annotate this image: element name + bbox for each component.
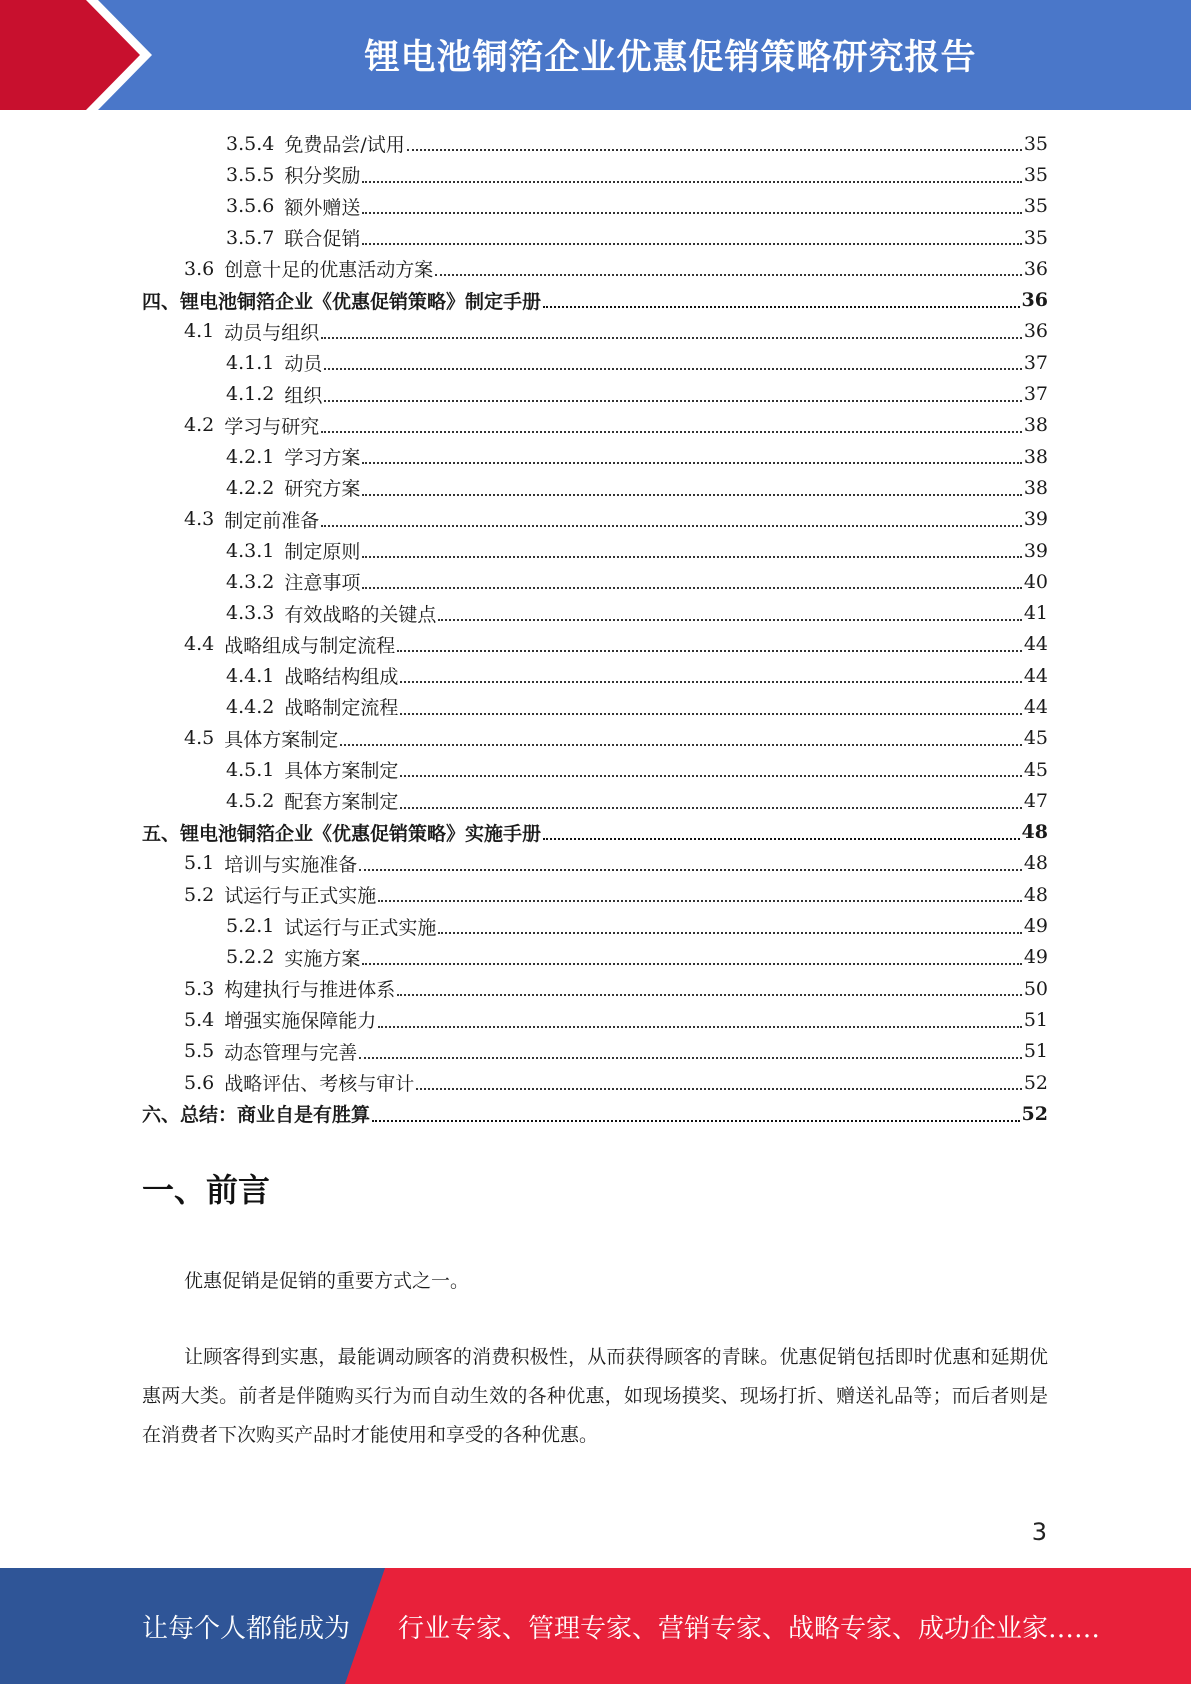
toc-dot-leader xyxy=(362,212,1021,214)
toc-dot-leader xyxy=(340,744,1022,746)
toc-dot-leader xyxy=(362,494,1021,496)
toc-entry[interactable] xyxy=(142,597,1048,628)
toc-entry-number: 5.2 xyxy=(184,883,215,906)
toc-entry-page: 38 xyxy=(1023,414,1048,437)
toc-entry-number: 4.3 xyxy=(184,508,215,531)
toc-entry-number: 5.2.2 xyxy=(226,946,275,969)
toc-dot-leader xyxy=(362,462,1021,464)
toc-dot-leader xyxy=(416,1088,1022,1090)
toc-dot-leader xyxy=(407,149,1022,151)
toc-entry-number: 4.4.1 xyxy=(226,664,275,687)
toc-entry-title: 配套方案制定 xyxy=(284,791,399,814)
toc-dot-leader xyxy=(359,869,1022,871)
toc-entry-title: 创意十足的优惠活动方案 xyxy=(224,259,434,282)
toc-entry[interactable] xyxy=(142,159,1048,190)
toc-entry-title: 动员 xyxy=(284,353,323,376)
toc-entry-title: 构建执行与推进体系 xyxy=(224,979,396,1002)
toc-entry[interactable] xyxy=(142,785,1048,816)
toc-entry-page: 44 xyxy=(1023,695,1048,718)
toc-entry-page: 49 xyxy=(1023,946,1048,969)
toc-entry-title: 动员与组织 xyxy=(224,321,320,344)
toc-entry-page: 44 xyxy=(1023,664,1048,687)
toc-dot-leader xyxy=(378,1026,1022,1028)
toc-entry[interactable] xyxy=(142,1067,1048,1098)
toc-entry[interactable] xyxy=(142,222,1048,253)
toc-entry-page: 49 xyxy=(1023,915,1048,938)
toc-entry-title: 具体方案制定 xyxy=(284,760,399,783)
toc-entry[interactable] xyxy=(142,472,1048,503)
page-number: 3 xyxy=(1031,1518,1047,1546)
toc-dot-leader xyxy=(400,713,1021,715)
toc-dot-leader xyxy=(378,900,1022,902)
toc-dot-leader xyxy=(400,775,1021,777)
toc-entry-page: 37 xyxy=(1023,351,1048,374)
toc-entry-page: 45 xyxy=(1023,758,1048,781)
toc-entry-number: 3.5.5 xyxy=(226,163,275,186)
toc-entry-number: 3.5.6 xyxy=(226,195,275,218)
toc-entry[interactable] xyxy=(142,973,1048,1004)
toc-entry-number: 4.3.3 xyxy=(226,602,275,625)
toc-dot-leader xyxy=(324,368,1021,370)
toc-dot-leader xyxy=(321,431,1022,433)
toc-entry-number: 5.6 xyxy=(184,1071,215,1094)
toc-entry-page: 37 xyxy=(1023,383,1048,406)
toc-entry-number: 4.2.2 xyxy=(226,476,275,499)
toc-entry-number: 5.4 xyxy=(184,1008,215,1031)
toc-dot-leader xyxy=(362,556,1021,558)
toc-entry-number: 5.3 xyxy=(184,977,215,1000)
toc-entry-page: 51 xyxy=(1023,1040,1048,1063)
toc-entry-title: 免费品尝/试用 xyxy=(284,134,405,157)
toc-entry-title: 四、锂电池铜箔企业《优惠促销策略》制定手册 xyxy=(142,290,542,313)
toc-entry[interactable] xyxy=(142,410,1048,441)
toc-entry[interactable] xyxy=(142,191,1048,222)
toc-entry[interactable] xyxy=(142,1098,1048,1129)
toc-entry-page: 38 xyxy=(1023,476,1048,499)
table-of-contents xyxy=(142,128,1048,1130)
body-paragraph: 让顾客得到实惠，最能调动顾客的消费积极性，从而获得顾客的青睐。优惠促销包括即时优惠和延期优惠两大类。前者是伴随购买行为而自动生效的各种优惠，如现场摸奖、现场打折、赠送礼品等；而后者则是在消费者下次购买产品时才能使用和享受的各种优惠。 xyxy=(142,1346,1048,1446)
toc-entry[interactable] xyxy=(142,817,1048,848)
toc-dot-leader xyxy=(400,681,1021,683)
toc-entry-title: 具体方案制定 xyxy=(224,728,339,751)
toc-entry-title: 增强实施保障能力 xyxy=(224,1010,377,1033)
header-title: 锂电池铜箔企业优惠促销策略研究报告 xyxy=(364,38,977,78)
toc-entry-page: 35 xyxy=(1023,226,1048,249)
header-chevron-decoration xyxy=(0,0,160,110)
toc-entry-title: 组织 xyxy=(284,384,323,407)
toc-entry[interactable] xyxy=(142,910,1048,941)
toc-entry[interactable] xyxy=(142,253,1048,284)
toc-entry-title: 培训与实施准备 xyxy=(224,853,358,876)
toc-entry[interactable] xyxy=(142,535,1048,566)
toc-entry[interactable] xyxy=(142,848,1048,879)
toc-entry[interactable] xyxy=(142,1036,1048,1067)
toc-dot-leader xyxy=(435,274,1022,276)
toc-entry-number: 5.1 xyxy=(184,852,215,875)
toc-dot-leader xyxy=(359,1057,1022,1059)
toc-entry-page: 48 xyxy=(1023,852,1048,875)
toc-entry-title: 战略评估、考核与审计 xyxy=(224,1073,415,1096)
toc-entry-page: 51 xyxy=(1023,1008,1048,1031)
toc-entry-page: 44 xyxy=(1023,633,1048,656)
toc-entry-title: 动态管理与完善 xyxy=(224,1041,358,1064)
toc-dot-leader xyxy=(321,525,1022,527)
toc-entry-page: 47 xyxy=(1023,789,1048,812)
toc-entry-number: 3.6 xyxy=(184,257,215,280)
toc-entry-number: 4.1 xyxy=(184,320,215,343)
footer-right-text: 行业专家、管理专家、营销专家、战略专家、成功企业家…… xyxy=(398,1613,1101,1644)
toc-entry-number: 4.3.1 xyxy=(226,539,275,562)
toc-entry-number: 4.2 xyxy=(184,414,215,437)
toc-entry-page: 36 xyxy=(1023,257,1048,280)
toc-entry-page: 36 xyxy=(1023,320,1048,343)
toc-entry-page: 40 xyxy=(1023,570,1048,593)
toc-entry-page: 52 xyxy=(1023,1071,1048,1094)
toc-dot-leader xyxy=(362,181,1021,183)
toc-entry-page: 36 xyxy=(1021,289,1048,312)
toc-entry-page: 38 xyxy=(1023,445,1048,468)
toc-entry-title: 战略制定流程 xyxy=(284,697,399,720)
toc-entry[interactable] xyxy=(142,566,1048,597)
toc-dot-leader xyxy=(324,400,1021,402)
toc-entry-number: 3.5.4 xyxy=(226,132,275,155)
toc-entry[interactable] xyxy=(142,660,1048,691)
toc-dot-leader xyxy=(362,587,1021,589)
toc-entry-title: 制定前准备 xyxy=(224,509,320,532)
toc-dot-leader xyxy=(362,963,1021,965)
toc-dot-leader xyxy=(400,807,1021,809)
toc-entry-page: 39 xyxy=(1023,508,1048,531)
toc-entry-number: 4.3.2 xyxy=(226,570,275,593)
toc-entry-title: 实施方案 xyxy=(284,947,361,970)
toc-entry-title: 试运行与正式实施 xyxy=(284,916,437,939)
toc-entry-number: 5.2.1 xyxy=(226,915,275,938)
toc-entry-page: 45 xyxy=(1023,727,1048,750)
toc-entry[interactable] xyxy=(142,378,1048,409)
toc-entry-title: 试运行与正式实施 xyxy=(224,885,377,908)
toc-entry-title: 制定原则 xyxy=(284,541,361,563)
toc-dot-leader xyxy=(372,1120,1020,1122)
toc-dot-leader xyxy=(362,243,1021,245)
toc-entry-title: 六、总结：商业自是有胜算 xyxy=(142,1104,371,1127)
toc-entry-title: 有效战略的关键点 xyxy=(284,603,437,626)
toc-entry-number: 4.1.1 xyxy=(226,351,275,374)
toc-entry-page: 39 xyxy=(1023,539,1048,562)
toc-entry[interactable] xyxy=(142,754,1048,785)
toc-entry-title: 研究方案 xyxy=(284,478,361,501)
toc-dot-leader xyxy=(321,337,1022,339)
toc-entry[interactable] xyxy=(142,316,1048,347)
toc-entry-number: 4.4 xyxy=(184,633,215,656)
body-paragraph: 优惠促销是促销的重要方式之一。 xyxy=(184,1270,470,1292)
toc-entry-page: 35 xyxy=(1023,132,1048,155)
toc-entry-title: 联合促销 xyxy=(284,228,361,251)
toc-dot-leader xyxy=(543,306,1020,308)
toc-entry-number: 4.5 xyxy=(184,727,215,750)
toc-entry[interactable] xyxy=(142,347,1048,378)
toc-entry-page: 48 xyxy=(1021,821,1048,844)
toc-entry[interactable] xyxy=(142,942,1048,973)
toc-dot-leader xyxy=(397,994,1022,996)
toc-entry[interactable] xyxy=(142,723,1048,754)
toc-entry-number: 4.5.1 xyxy=(226,758,275,781)
section-title: 一、前言 xyxy=(142,1171,271,1209)
toc-entry[interactable] xyxy=(142,128,1048,159)
toc-entry-number: 4.2.1 xyxy=(226,445,275,468)
page-footer xyxy=(0,1568,1191,1684)
toc-entry-page: 35 xyxy=(1023,163,1048,186)
toc-dot-leader xyxy=(543,838,1020,840)
toc-entry-title: 学习与研究 xyxy=(224,415,320,438)
footer-left-text: 让每个人都能成为 xyxy=(142,1613,351,1644)
toc-dot-leader xyxy=(438,619,1021,621)
toc-entry[interactable] xyxy=(142,629,1048,660)
toc-entry[interactable] xyxy=(142,284,1048,315)
toc-entry-number: 3.5.7 xyxy=(226,226,275,249)
toc-entry-page: 52 xyxy=(1021,1102,1048,1125)
toc-entry-title: 注意事项 xyxy=(284,572,361,595)
toc-entry-title: 额外赠送 xyxy=(284,196,361,219)
toc-entry-number: 4.4.2 xyxy=(226,695,275,718)
toc-entry-number: 4.1.2 xyxy=(226,383,275,406)
toc-entry-title: 积分奖励 xyxy=(284,165,361,188)
toc-entry-page: 35 xyxy=(1023,195,1048,218)
toc-entry[interactable] xyxy=(142,504,1048,535)
toc-entry[interactable] xyxy=(142,691,1048,722)
toc-entry-page: 50 xyxy=(1023,977,1048,1000)
toc-entry-page: 48 xyxy=(1023,883,1048,906)
toc-entry-number: 4.5.2 xyxy=(226,789,275,812)
toc-entry-number: 5.5 xyxy=(184,1040,215,1063)
toc-dot-leader xyxy=(438,932,1021,934)
toc-dot-leader xyxy=(397,650,1022,652)
page-header xyxy=(0,0,1191,110)
toc-entry-title: 五、锂电池铜箔企业《优惠促销策略》实施手册 xyxy=(142,822,542,845)
toc-entry-page: 41 xyxy=(1023,602,1048,625)
toc-entry[interactable] xyxy=(142,441,1048,472)
toc-entry[interactable] xyxy=(142,879,1048,910)
toc-entry-title: 战略结构组成 xyxy=(284,666,399,689)
toc-entry-title: 学习方案 xyxy=(284,447,361,470)
toc-entry-title: 战略组成与制定流程 xyxy=(224,634,396,657)
toc-entry[interactable] xyxy=(142,1004,1048,1035)
